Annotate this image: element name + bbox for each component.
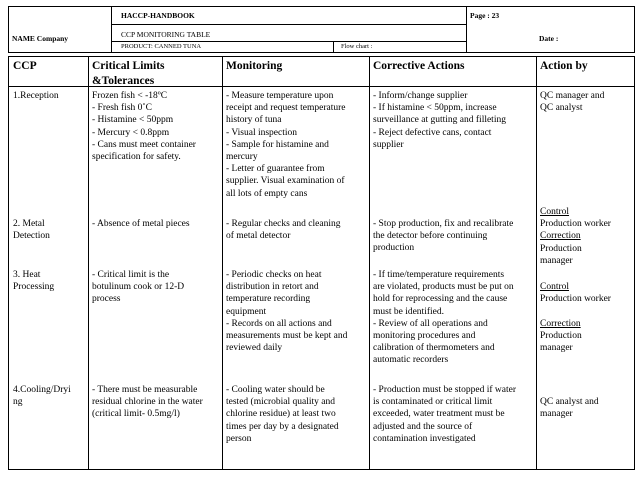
company-name: NAME Company [12,34,69,43]
page-number: Page : 23 [470,11,500,20]
row-heat-monitoring: - Periodic checks on heat distribution in retort and temperature recording equipment - Records on all actions and measurements must be kept and reviewed daily [226,270,348,354]
row-metal-limits: - Absence of metal pieces [92,219,190,229]
row-reception-ccp: 1.Reception [13,91,59,101]
row-heat-limits: - Critical limit is the botulinum cook or 12-D process [92,270,185,305]
flow-chart-label: Flow chart : [341,43,373,50]
row-cooling-corrective: - Production must be stopped if water is contaminated or critical limit exceeded, water treatment must be adjusted and the source of contamination investigated [373,385,517,444]
row-reception-monitoring: - Measure temperature upon receipt and request temperature history of tuna - Visual inspection - Sample for histamine and mercury - Letter of guarantee from supplier. Visual examination of all lots of empty cans [226,91,346,199]
row-heat-corrective: - If time/temperature requirements are violated, products must be put on hold for reprocessing and the cause must be identified. - Review of all operations and monitoring procedures and calibration of thermometers and automatic recorders [373,270,514,366]
row-metal-ccp: 2. Metal Detection [13,219,50,242]
row-metal-corrective: - Stop production, fix and recalibrate the detector before continuing production [373,219,514,254]
row-reception-corrective: - Inform/change supplier - If histamine < 50ppm, increase surveillance at gutting and filleting - Reject defective cans, contact supplier [373,91,506,150]
table-title: CCP MONITORING TABLE [121,30,211,39]
document-header [8,6,635,53]
row-reception-limits: Frozen fish < -18ºC - Fresh fish 0˚C - Histamine < 50ppm - Mercury < 0.8ppm - Cans must meet container specification for safety. [92,91,196,163]
row-heat-action-by: Control Production worker Correction Production manager [540,282,611,354]
column-header-corrective-actions: Corrective Actions [373,60,465,72]
column-header-action-by: Action by [540,60,588,72]
product-label: PRODUCT: CANNED TUNA [121,43,202,50]
row-cooling-limits: - There must be measurable residual chlorine in the water (critical limit- 0.5mg/l) [92,385,203,420]
column-header-ccp: CCP [13,60,37,72]
row-cooling-action-by: QC analyst and manager [540,397,599,420]
date-label: Date : [539,34,559,43]
column-header-critical-limits: Critical Limits &Tolerances [92,60,165,87]
row-reception-action-by: QC manager and QC analyst [540,91,605,114]
row-metal-monitoring: - Regular checks and cleaning of metal detector [226,219,341,242]
handbook-title: HACCP-HANDBOOK [121,11,195,20]
row-metal-action-by: Control Production worker Correction Production manager [540,207,611,266]
row-heat-ccp: 3. Heat Processing [13,270,55,293]
ccp-monitoring-table [8,56,635,470]
column-header-monitoring: Monitoring [226,60,283,72]
row-cooling-monitoring: - Cooling water should be tested (microbial quality and chlorine residue) at least two times per day by a designated person [226,385,339,444]
row-cooling-ccp: 4.Cooling/Dryi ng [13,385,71,408]
